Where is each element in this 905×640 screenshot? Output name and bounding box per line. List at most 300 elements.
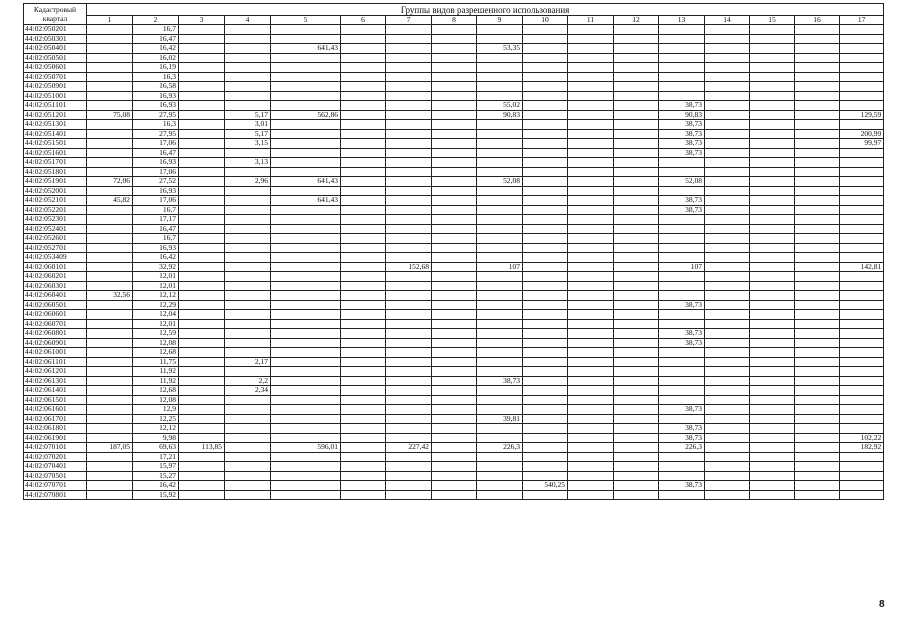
value-cell	[87, 148, 133, 158]
column-number: 16	[795, 16, 840, 25]
value-cell	[341, 348, 386, 358]
value-cell	[87, 91, 133, 101]
value-cell	[225, 471, 271, 481]
value-cell	[432, 319, 477, 329]
value-cell	[225, 243, 271, 253]
value-cell	[341, 462, 386, 472]
value-cell	[386, 319, 432, 329]
column-number: 8	[432, 16, 477, 25]
value-cell	[840, 158, 884, 168]
value-cell	[659, 215, 705, 225]
value-cell	[179, 158, 225, 168]
value-cell	[341, 234, 386, 244]
value-cell	[705, 110, 750, 120]
value-cell	[705, 338, 750, 348]
value-cell	[568, 357, 614, 367]
value-cell	[477, 196, 523, 206]
value-cell	[568, 243, 614, 253]
kadastr-quarter-cell: 44:02:050201	[24, 25, 87, 35]
value-cell	[659, 490, 705, 500]
value-cell	[614, 319, 659, 329]
value-cell	[341, 167, 386, 177]
value-cell: 12,25	[133, 414, 179, 424]
value-cell	[386, 224, 432, 234]
value-cell	[179, 452, 225, 462]
value-cell	[432, 462, 477, 472]
value-cell: 90,83	[659, 110, 705, 120]
value-cell	[477, 205, 523, 215]
value-cell	[568, 481, 614, 491]
value-cell	[432, 158, 477, 168]
value-cell	[225, 452, 271, 462]
value-cell	[840, 82, 884, 92]
value-cell: 38,73	[659, 405, 705, 415]
value-cell	[341, 44, 386, 54]
value-cell: 12,01	[133, 319, 179, 329]
kadastr-quarter-cell: 44:02:060301	[24, 281, 87, 291]
value-cell	[477, 490, 523, 500]
value-cell	[523, 348, 568, 358]
kadastr-quarter-cell: 44:02:052201	[24, 205, 87, 215]
value-cell	[705, 348, 750, 358]
value-cell	[341, 158, 386, 168]
value-cell	[179, 72, 225, 82]
value-cell	[179, 148, 225, 158]
value-cell	[795, 186, 840, 196]
value-cell	[659, 471, 705, 481]
value-cell	[568, 414, 614, 424]
value-cell	[341, 25, 386, 35]
value-cell	[795, 215, 840, 225]
value-cell	[523, 158, 568, 168]
value-cell	[523, 25, 568, 35]
value-cell	[795, 414, 840, 424]
value-cell	[271, 395, 341, 405]
column-number: 9	[477, 16, 523, 25]
value-cell	[432, 253, 477, 263]
table-row	[24, 196, 884, 206]
kadastr-quarter-cell: 44:02:060401	[24, 291, 87, 301]
value-cell	[341, 405, 386, 415]
value-cell	[840, 481, 884, 491]
value-cell	[386, 424, 432, 434]
table-row	[24, 395, 884, 405]
kadastr-quarter-cell: 44:02:050301	[24, 34, 87, 44]
value-cell	[750, 462, 795, 472]
kadastr-quarter-cell: 44:02:061501	[24, 395, 87, 405]
value-cell	[386, 376, 432, 386]
table-row	[24, 63, 884, 73]
value-cell	[523, 291, 568, 301]
value-cell	[432, 82, 477, 92]
value-cell: 2,34	[225, 386, 271, 396]
value-cell	[477, 34, 523, 44]
value-cell	[568, 215, 614, 225]
value-cell	[386, 462, 432, 472]
value-cell	[795, 243, 840, 253]
value-cell	[477, 433, 523, 443]
value-cell	[87, 281, 133, 291]
value-cell	[840, 148, 884, 158]
value-cell	[87, 120, 133, 130]
value-cell	[341, 319, 386, 329]
value-cell	[386, 91, 432, 101]
value-cell	[750, 215, 795, 225]
value-cell	[341, 272, 386, 282]
value-cell	[614, 53, 659, 63]
value-cell	[225, 44, 271, 54]
value-cell	[795, 120, 840, 130]
value-cell: 562,86	[271, 110, 341, 120]
kadastr-quarter-cell: 44:02:051701	[24, 158, 87, 168]
value-cell	[750, 196, 795, 206]
value-cell	[705, 281, 750, 291]
value-cell	[523, 462, 568, 472]
value-cell	[386, 300, 432, 310]
value-cell	[225, 224, 271, 234]
value-cell	[568, 386, 614, 396]
value-cell	[568, 319, 614, 329]
value-cell	[386, 481, 432, 491]
value-cell	[523, 281, 568, 291]
value-cell	[225, 272, 271, 282]
value-cell	[341, 148, 386, 158]
kadastr-quarter-cell: 44:02:051801	[24, 167, 87, 177]
table-row	[24, 329, 884, 339]
value-cell	[432, 405, 477, 415]
value-cell	[432, 386, 477, 396]
value-cell	[432, 348, 477, 358]
value-cell	[225, 167, 271, 177]
value-cell	[225, 424, 271, 434]
value-cell	[523, 53, 568, 63]
value-cell	[795, 25, 840, 35]
value-cell	[523, 110, 568, 120]
value-cell	[87, 329, 133, 339]
value-cell	[705, 158, 750, 168]
value-cell	[705, 291, 750, 301]
value-cell	[432, 44, 477, 54]
table-row	[24, 433, 884, 443]
value-cell	[341, 120, 386, 130]
kadastr-quarter-cell: 44:02:061201	[24, 367, 87, 377]
value-cell: 15,92	[133, 490, 179, 500]
value-cell: 12,01	[133, 272, 179, 282]
value-cell	[705, 329, 750, 339]
value-cell	[568, 234, 614, 244]
value-cell	[341, 186, 386, 196]
value-cell	[87, 310, 133, 320]
value-cell	[568, 329, 614, 339]
value-cell	[795, 34, 840, 44]
value-cell	[659, 82, 705, 92]
value-cell	[614, 262, 659, 272]
value-cell: 9,98	[133, 433, 179, 443]
value-cell	[271, 120, 341, 130]
value-cell	[750, 319, 795, 329]
value-cell	[87, 405, 133, 415]
value-cell	[179, 120, 225, 130]
value-cell: 12,12	[133, 291, 179, 301]
value-cell	[271, 281, 341, 291]
value-cell	[659, 158, 705, 168]
value-cell	[271, 357, 341, 367]
value-cell	[750, 338, 795, 348]
value-cell: 16,58	[133, 82, 179, 92]
value-cell	[750, 205, 795, 215]
value-cell	[386, 53, 432, 63]
value-cell	[271, 490, 341, 500]
value-cell	[432, 443, 477, 453]
value-cell	[750, 63, 795, 73]
value-cell	[271, 72, 341, 82]
value-cell	[87, 386, 133, 396]
value-cell	[225, 82, 271, 92]
value-cell	[87, 101, 133, 111]
value-cell	[271, 433, 341, 443]
value-cell	[271, 158, 341, 168]
value-cell	[614, 395, 659, 405]
value-cell	[614, 167, 659, 177]
table-row	[24, 490, 884, 500]
value-cell	[750, 243, 795, 253]
value-cell	[614, 82, 659, 92]
table-row	[24, 405, 884, 415]
value-cell	[523, 215, 568, 225]
value-cell	[179, 348, 225, 358]
table-row	[24, 91, 884, 101]
value-cell	[179, 405, 225, 415]
value-cell	[568, 490, 614, 500]
value-cell	[568, 34, 614, 44]
value-cell	[523, 205, 568, 215]
value-cell: 16,93	[133, 91, 179, 101]
value-cell	[568, 110, 614, 120]
value-cell	[705, 186, 750, 196]
value-cell	[795, 310, 840, 320]
value-cell	[87, 139, 133, 149]
value-cell	[341, 367, 386, 377]
value-cell: 113,85	[179, 443, 225, 453]
rates-table	[23, 3, 884, 500]
value-cell	[477, 148, 523, 158]
value-cell	[659, 367, 705, 377]
value-cell	[840, 196, 884, 206]
value-cell	[432, 120, 477, 130]
value-cell	[341, 338, 386, 348]
value-cell	[705, 300, 750, 310]
value-cell	[432, 167, 477, 177]
value-cell	[341, 129, 386, 139]
value-cell	[477, 348, 523, 358]
kadastr-quarter-cell: 44:02:051501	[24, 139, 87, 149]
value-cell	[659, 224, 705, 234]
value-cell	[477, 253, 523, 263]
value-cell	[386, 253, 432, 263]
value-cell	[386, 186, 432, 196]
value-cell	[705, 310, 750, 320]
kadastr-quarter-cell: 44:02:070401	[24, 462, 87, 472]
value-cell: 12,08	[133, 395, 179, 405]
value-cell	[795, 338, 840, 348]
value-cell	[614, 405, 659, 415]
value-cell	[87, 63, 133, 73]
value-cell	[432, 452, 477, 462]
value-cell	[432, 63, 477, 73]
value-cell	[750, 82, 795, 92]
value-cell	[750, 167, 795, 177]
column-number: 11	[568, 16, 614, 25]
value-cell	[614, 44, 659, 54]
value-cell	[432, 215, 477, 225]
value-cell	[179, 139, 225, 149]
value-cell	[225, 405, 271, 415]
value-cell	[87, 224, 133, 234]
value-cell	[179, 338, 225, 348]
value-cell	[523, 129, 568, 139]
value-cell	[477, 300, 523, 310]
value-cell	[840, 224, 884, 234]
table-row	[24, 414, 884, 424]
table-row	[24, 357, 884, 367]
value-cell	[432, 110, 477, 120]
value-cell: 53,35	[477, 44, 523, 54]
value-cell	[705, 139, 750, 149]
value-cell	[705, 82, 750, 92]
table-row	[24, 158, 884, 168]
value-cell	[705, 386, 750, 396]
value-cell	[477, 338, 523, 348]
value-cell	[523, 414, 568, 424]
value-cell	[840, 91, 884, 101]
value-cell	[614, 433, 659, 443]
kadastr-quarter-cell: 44:02:061101	[24, 357, 87, 367]
value-cell	[225, 481, 271, 491]
value-cell	[523, 253, 568, 263]
value-cell	[271, 310, 341, 320]
value-cell	[341, 424, 386, 434]
value-cell	[795, 424, 840, 434]
value-cell	[795, 91, 840, 101]
value-cell	[840, 310, 884, 320]
value-cell	[795, 44, 840, 54]
value-cell	[341, 243, 386, 253]
value-cell	[840, 186, 884, 196]
kadastr-quarter-cell: 44:02:050601	[24, 63, 87, 73]
value-cell	[840, 357, 884, 367]
value-cell	[432, 243, 477, 253]
value-cell	[271, 25, 341, 35]
value-cell	[179, 357, 225, 367]
value-cell	[386, 63, 432, 73]
value-cell	[225, 148, 271, 158]
value-cell	[614, 158, 659, 168]
value-cell	[432, 34, 477, 44]
kadastr-quarter-cell: 44:02:060201	[24, 272, 87, 282]
value-cell	[840, 338, 884, 348]
value-cell	[87, 82, 133, 92]
value-cell	[271, 452, 341, 462]
value-cell	[659, 395, 705, 405]
value-cell	[840, 253, 884, 263]
value-cell	[432, 262, 477, 272]
value-cell	[523, 44, 568, 54]
value-cell	[795, 158, 840, 168]
value-cell	[795, 63, 840, 73]
value-cell	[523, 376, 568, 386]
value-cell	[523, 177, 568, 187]
value-cell	[477, 63, 523, 73]
value-cell	[750, 44, 795, 54]
value-cell: 641,43	[271, 196, 341, 206]
value-cell: 38,73	[659, 338, 705, 348]
value-cell	[614, 272, 659, 282]
value-cell: 142,81	[840, 262, 884, 272]
table-row	[24, 262, 884, 272]
value-cell	[750, 262, 795, 272]
value-cell	[568, 53, 614, 63]
value-cell	[225, 101, 271, 111]
value-cell	[795, 490, 840, 500]
value-cell: 12,01	[133, 281, 179, 291]
value-cell	[225, 462, 271, 472]
value-cell	[179, 281, 225, 291]
value-cell	[341, 376, 386, 386]
value-cell	[705, 367, 750, 377]
value-cell	[386, 129, 432, 139]
value-cell	[614, 34, 659, 44]
column-number: 1	[87, 16, 133, 25]
column-number: 17	[840, 16, 884, 25]
value-cell	[477, 367, 523, 377]
value-cell	[840, 376, 884, 386]
value-cell	[477, 82, 523, 92]
value-cell	[271, 139, 341, 149]
kadastr-quarter-cell: 44:02:061301	[24, 376, 87, 386]
value-cell	[523, 405, 568, 415]
value-cell	[840, 215, 884, 225]
table-row	[24, 186, 884, 196]
value-cell	[705, 490, 750, 500]
value-cell	[614, 139, 659, 149]
value-cell	[179, 44, 225, 54]
value-cell	[432, 481, 477, 491]
value-cell	[750, 34, 795, 44]
value-cell	[614, 490, 659, 500]
value-cell	[659, 243, 705, 253]
value-cell	[840, 405, 884, 415]
value-cell: 38,73	[659, 329, 705, 339]
value-cell	[432, 310, 477, 320]
table-row	[24, 243, 884, 253]
value-cell	[87, 272, 133, 282]
value-cell	[271, 262, 341, 272]
column-number: 6	[341, 16, 386, 25]
value-cell: 75,08	[87, 110, 133, 120]
value-cell	[432, 101, 477, 111]
value-cell	[87, 471, 133, 481]
value-cell	[386, 452, 432, 462]
value-cell	[271, 481, 341, 491]
groups-header: Группы видов разрешенного использования	[87, 4, 884, 16]
value-cell	[179, 53, 225, 63]
value-cell	[840, 53, 884, 63]
value-cell	[179, 319, 225, 329]
value-cell	[795, 148, 840, 158]
value-cell	[795, 443, 840, 453]
value-cell: 102,22	[840, 433, 884, 443]
value-cell	[523, 490, 568, 500]
